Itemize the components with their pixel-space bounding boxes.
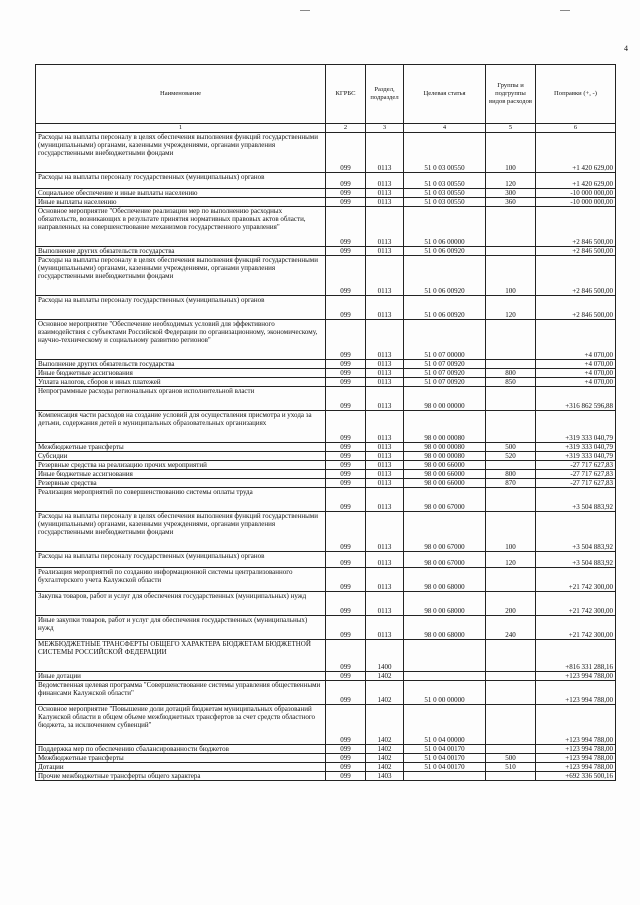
row-name: Расходы на выплаты персоналу в целях обеспечения выполнения функций государственными (муниципальными) органами, казенными учреждениями, органами управления государственными внебюджетными фондами	[36, 256, 326, 296]
row-section: 0113	[366, 198, 404, 207]
row-target: 51 0 07 00000	[404, 320, 486, 360]
budget-amendments-table	[35, 64, 616, 781]
row-name: Резервные средства	[36, 479, 326, 488]
row-target: 98 0 00 67000	[404, 552, 486, 568]
row-krbs: 099	[326, 133, 366, 173]
row-name: Реализация мероприятий по совершенствованию системы оплаты труда	[36, 488, 326, 512]
row-section: 0113	[366, 411, 404, 443]
row-name: Поддержка мер по обеспечению сбалансированности бюджетов	[36, 745, 326, 754]
row-krbs: 099	[326, 360, 366, 369]
row-section: 0113	[366, 189, 404, 198]
row-section: 1402	[366, 705, 404, 745]
row-name: Дотации	[36, 763, 326, 772]
table-row	[36, 640, 616, 672]
row-name: Иные закупки товаров, работ и услуг для обеспечения государственных (муниципальных) нужд	[36, 616, 326, 640]
row-group	[486, 387, 536, 411]
row-krbs: 099	[326, 672, 366, 681]
row-name: Ведомственная целевая программа "Совершенствование системы управления общественными финансами Калужской области"	[36, 681, 326, 705]
row-section: 0113	[366, 452, 404, 461]
row-section: 0113	[366, 133, 404, 173]
row-section: 0113	[366, 488, 404, 512]
row-amount: -10 000 000,00	[536, 189, 616, 198]
row-name: Иные дотации	[36, 672, 326, 681]
row-group	[486, 411, 536, 443]
row-name: Субсидии	[36, 452, 326, 461]
row-target: 98 0 00 68000	[404, 568, 486, 592]
row-amount: +2 846 500,00	[536, 256, 616, 296]
row-amount: +123 994 788,00	[536, 705, 616, 745]
row-section: 0113	[366, 387, 404, 411]
row-section: 0113	[366, 173, 404, 189]
row-section: 0113	[366, 592, 404, 616]
row-target: 51 0 07 00920	[404, 369, 486, 378]
row-krbs: 099	[326, 640, 366, 672]
row-amount: -27 717 627,83	[536, 461, 616, 470]
row-krbs: 099	[326, 616, 366, 640]
table-row	[36, 772, 616, 781]
table-row	[36, 247, 616, 256]
row-target: 98 0 00 67000	[404, 488, 486, 512]
row-amount: +319 333 040,79	[536, 411, 616, 443]
table-row	[36, 378, 616, 387]
row-krbs: 099	[326, 443, 366, 452]
header-section: Раздел, подраздел	[366, 65, 404, 124]
column-number: 2	[326, 124, 366, 133]
row-name: Расходы на выплаты персоналу государственных (муниципальных) органов	[36, 552, 326, 568]
table-row	[36, 173, 616, 189]
row-target: 51 0 07 00920	[404, 378, 486, 387]
row-name: Иные выплаты населению	[36, 198, 326, 207]
row-amount: -10 000 000,00	[536, 198, 616, 207]
column-number: 4	[404, 124, 486, 133]
row-target: 51 0 04 00000	[404, 705, 486, 745]
row-section: 0113	[366, 360, 404, 369]
header-groups: Группы и подгруппы видов расходов	[486, 65, 536, 124]
row-krbs: 099	[326, 479, 366, 488]
row-section: 0113	[366, 296, 404, 320]
row-section: 1400	[366, 640, 404, 672]
header-amendments: Поправки (+, -)	[536, 65, 616, 124]
row-krbs: 099	[326, 705, 366, 745]
row-name: Резервные средства на реализацию прочих мероприятий	[36, 461, 326, 470]
row-section: 1402	[366, 672, 404, 681]
row-amount: +123 994 788,00	[536, 745, 616, 754]
row-target	[404, 672, 486, 681]
row-krbs: 099	[326, 411, 366, 443]
row-name: Межбюджетные трансферты	[36, 754, 326, 763]
row-krbs: 099	[326, 745, 366, 754]
row-section: 0113	[366, 552, 404, 568]
row-group	[486, 360, 536, 369]
table-row	[36, 411, 616, 443]
row-target	[404, 640, 486, 672]
row-section: 0113	[366, 470, 404, 479]
table-row	[36, 369, 616, 378]
row-name: Иные бюджетные ассигнования	[36, 470, 326, 479]
header-krbs: КГРБС	[326, 65, 366, 124]
row-group	[486, 207, 536, 247]
row-krbs: 099	[326, 207, 366, 247]
row-target: 51 0 03 00550	[404, 198, 486, 207]
row-group: 360	[486, 198, 536, 207]
row-amount: -27 717 627,83	[536, 470, 616, 479]
row-section: 1403	[366, 772, 404, 781]
row-group: 300	[486, 189, 536, 198]
row-target: 51 0 06 00920	[404, 247, 486, 256]
row-krbs: 099	[326, 568, 366, 592]
row-amount: +3 504 883,92	[536, 488, 616, 512]
row-group: 100	[486, 133, 536, 173]
row-amount: +319 333 040,79	[536, 443, 616, 452]
row-group: 120	[486, 552, 536, 568]
row-group: 800	[486, 369, 536, 378]
row-section: 1402	[366, 681, 404, 705]
row-krbs: 099	[326, 320, 366, 360]
row-group	[486, 681, 536, 705]
row-group: 870	[486, 479, 536, 488]
row-section: 0113	[366, 247, 404, 256]
row-group: 500	[486, 754, 536, 763]
row-name: Основное мероприятие "Обеспечение реализации мер по выполнению расходных обязательств, возникающих в результате принятия нормативных правовых актов области, направленных на совершенствование механизмов государственного управления"	[36, 207, 326, 247]
row-amount: +4 070,00	[536, 360, 616, 369]
row-section: 1402	[366, 754, 404, 763]
row-amount: +123 994 788,00	[536, 681, 616, 705]
row-section: 0113	[366, 207, 404, 247]
row-target: 51 0 03 00550	[404, 133, 486, 173]
row-section: 1402	[366, 763, 404, 772]
row-target: 51 0 00 00000	[404, 681, 486, 705]
row-name: Расходы на выплаты персоналу в целях обеспечения выполнения функций государственными (муниципальными) органами, казенными учреждениями, органами управления государственными внебюджетными фондами	[36, 512, 326, 552]
row-name: Непрограммные расходы региональных органов исполнительной власти	[36, 387, 326, 411]
row-group: 100	[486, 256, 536, 296]
table-row	[36, 488, 616, 512]
row-group: 120	[486, 173, 536, 189]
row-target: 51 0 06 00920	[404, 256, 486, 296]
row-target: 98 0 00 66000	[404, 470, 486, 479]
row-krbs: 099	[326, 488, 366, 512]
row-amount: +1 420 629,00	[536, 173, 616, 189]
row-amount: +21 742 300,00	[536, 592, 616, 616]
row-name: Компенсация части расходов на создание условий для осуществления присмотра и ухода за детьми, содержания детей в муниципальных образовательных организациях	[36, 411, 326, 443]
row-krbs: 099	[326, 512, 366, 552]
header-name: Наименование	[36, 65, 326, 124]
row-krbs: 099	[326, 470, 366, 479]
row-group: 800	[486, 470, 536, 479]
row-amount: +4 070,00	[536, 320, 616, 360]
row-target: 51 0 04 00170	[404, 763, 486, 772]
row-target: 51 0 06 00000	[404, 207, 486, 247]
row-amount: +319 333 040,79	[536, 452, 616, 461]
row-krbs: 099	[326, 754, 366, 763]
column-number: 1	[36, 124, 326, 133]
row-section: 1402	[366, 745, 404, 754]
row-amount: +123 994 788,00	[536, 754, 616, 763]
row-amount: +2 846 500,00	[536, 247, 616, 256]
table-header-row	[36, 65, 616, 124]
row-krbs: 099	[326, 763, 366, 772]
row-group	[486, 640, 536, 672]
row-amount: +3 504 883,92	[536, 552, 616, 568]
row-krbs: 099	[326, 296, 366, 320]
row-target: 51 0 07 00920	[404, 360, 486, 369]
row-amount: +316 862 596,88	[536, 387, 616, 411]
row-group: 500	[486, 443, 536, 452]
page-number: 4	[624, 44, 628, 53]
row-group	[486, 247, 536, 256]
row-name: Основное мероприятие "Обеспечение необходимых условий для эффективного взаимодействия с субъектами Российской Федерации по организационному, экономическому, научно-техническому и социальному развитию регионов"	[36, 320, 326, 360]
row-target: 98 0 00 68000	[404, 592, 486, 616]
row-name: Прочие межбюджетные трансферты общего характера	[36, 772, 326, 781]
row-amount: +816 331 288,16	[536, 640, 616, 672]
row-krbs: 099	[326, 378, 366, 387]
row-amount: -27 717 627,83	[536, 479, 616, 488]
column-number-row	[36, 124, 616, 133]
row-name: Иные бюджетные ассигнования	[36, 369, 326, 378]
row-section: 0113	[366, 479, 404, 488]
row-amount: +2 846 500,00	[536, 207, 616, 247]
table-row	[36, 616, 616, 640]
column-number: 6	[536, 124, 616, 133]
row-name: Реализация мероприятий по созданию информационной системы централизованного бухгалтерского учета Калужской области	[36, 568, 326, 592]
table-row	[36, 133, 616, 173]
row-amount: +123 994 788,00	[536, 672, 616, 681]
row-group: 850	[486, 378, 536, 387]
row-target	[404, 772, 486, 781]
row-name: Закупка товаров, работ и услуг для обеспечения государственных (муниципальных) нужд	[36, 592, 326, 616]
row-section: 0113	[366, 443, 404, 452]
row-krbs: 099	[326, 461, 366, 470]
table-row	[36, 461, 616, 470]
row-krbs: 099	[326, 256, 366, 296]
table-row	[36, 296, 616, 320]
scan-mark-right	[560, 10, 570, 11]
table-row	[36, 754, 616, 763]
row-name: Расходы на выплаты персоналу государственных (муниципальных) органов	[36, 173, 326, 189]
table-row	[36, 189, 616, 198]
row-target: 51 0 04 00170	[404, 745, 486, 754]
row-name: Выполнение других обязательств государства	[36, 360, 326, 369]
row-target: 98 0 00 00080	[404, 411, 486, 443]
row-name: Расходы на выплаты персоналу в целях обеспечения выполнения функций государственными (муниципальными) органами, казенными учреждениями, органами управления государственными внебюджетными фондами	[36, 133, 326, 173]
table-row	[36, 198, 616, 207]
row-amount: +2 846 500,00	[536, 296, 616, 320]
row-krbs: 099	[326, 198, 366, 207]
table-row	[36, 745, 616, 754]
row-group	[486, 320, 536, 360]
row-section: 0113	[366, 320, 404, 360]
row-krbs: 099	[326, 247, 366, 256]
row-amount: +21 742 300,00	[536, 616, 616, 640]
row-target: 51 0 04 00170	[404, 754, 486, 763]
table-row	[36, 207, 616, 247]
row-target: 98 0 00 00000	[404, 387, 486, 411]
row-amount: +1 420 629,00	[536, 133, 616, 173]
table-row	[36, 479, 616, 488]
table-row	[36, 568, 616, 592]
row-target: 98 0 00 66000	[404, 461, 486, 470]
row-name: Расходы на выплаты персоналу государственных (муниципальных) органов	[36, 296, 326, 320]
row-amount: +692 336 500,16	[536, 772, 616, 781]
table-row	[36, 443, 616, 452]
row-amount: +21 742 300,00	[536, 568, 616, 592]
row-group	[486, 772, 536, 781]
row-krbs: 099	[326, 189, 366, 198]
row-section: 0113	[366, 616, 404, 640]
row-section: 0113	[366, 369, 404, 378]
row-section: 0113	[366, 568, 404, 592]
row-krbs: 099	[326, 369, 366, 378]
row-section: 0113	[366, 512, 404, 552]
row-target: 98 0 00 67000	[404, 512, 486, 552]
row-target: 98 0 00 00080	[404, 443, 486, 452]
row-group: 100	[486, 512, 536, 552]
row-krbs: 099	[326, 592, 366, 616]
row-target: 51 0 03 00550	[404, 189, 486, 198]
table-row	[36, 470, 616, 479]
row-krbs: 099	[326, 173, 366, 189]
table-row	[36, 763, 616, 772]
row-group	[486, 745, 536, 754]
row-target: 51 0 06 00920	[404, 296, 486, 320]
row-name: Социальное обеспечение и иные выплаты населению	[36, 189, 326, 198]
row-group	[486, 488, 536, 512]
row-group: 200	[486, 592, 536, 616]
row-group	[486, 672, 536, 681]
row-name: Межбюджетные трансферты	[36, 443, 326, 452]
header-target: Целевая статья	[404, 65, 486, 124]
row-krbs: 099	[326, 387, 366, 411]
table-row	[36, 552, 616, 568]
table-row	[36, 387, 616, 411]
row-group: 520	[486, 452, 536, 461]
table-row	[36, 705, 616, 745]
row-group	[486, 705, 536, 745]
row-name: МЕЖБЮДЖЕТНЫЕ ТРАНСФЕРТЫ ОБЩЕГО ХАРАКТЕРА БЮДЖЕТАМ БЮДЖЕТНОЙ СИСТЕМЫ РОССИЙСКОЙ ФЕДЕРАЦИИ	[36, 640, 326, 672]
row-krbs: 099	[326, 681, 366, 705]
row-amount: +4 070,00	[536, 378, 616, 387]
row-amount: +4 070,00	[536, 369, 616, 378]
row-group: 120	[486, 296, 536, 320]
row-target: 98 0 00 00080	[404, 452, 486, 461]
table-row	[36, 681, 616, 705]
row-group: 240	[486, 616, 536, 640]
row-group	[486, 568, 536, 592]
row-section: 0113	[366, 256, 404, 296]
table-row	[36, 672, 616, 681]
row-target: 98 0 00 68000	[404, 616, 486, 640]
row-amount: +123 994 788,00	[536, 763, 616, 772]
row-krbs: 099	[326, 452, 366, 461]
row-amount: +3 504 883,92	[536, 512, 616, 552]
scan-mark-left	[300, 10, 310, 11]
row-target: 51 0 03 00550	[404, 173, 486, 189]
column-number: 3	[366, 124, 404, 133]
row-section: 0113	[366, 461, 404, 470]
row-group	[486, 461, 536, 470]
row-target: 98 0 00 66000	[404, 479, 486, 488]
row-name: Уплата налогов, сборов и иных платежей	[36, 378, 326, 387]
table-row	[36, 592, 616, 616]
table-row	[36, 452, 616, 461]
column-number: 5	[486, 124, 536, 133]
table-row	[36, 360, 616, 369]
row-section: 0113	[366, 378, 404, 387]
table-row	[36, 512, 616, 552]
row-name: Выполнение других обязательств государства	[36, 247, 326, 256]
row-name: Основное мероприятие "Повышение доли дотаций бюджетам муниципальных образований Калужской области в общем объеме межбюджетных трансфертов за счет средств областного бюджета, за исключением субвенций"	[36, 705, 326, 745]
row-group: 510	[486, 763, 536, 772]
row-krbs: 099	[326, 772, 366, 781]
table-row	[36, 320, 616, 360]
table-row	[36, 256, 616, 296]
row-krbs: 099	[326, 552, 366, 568]
